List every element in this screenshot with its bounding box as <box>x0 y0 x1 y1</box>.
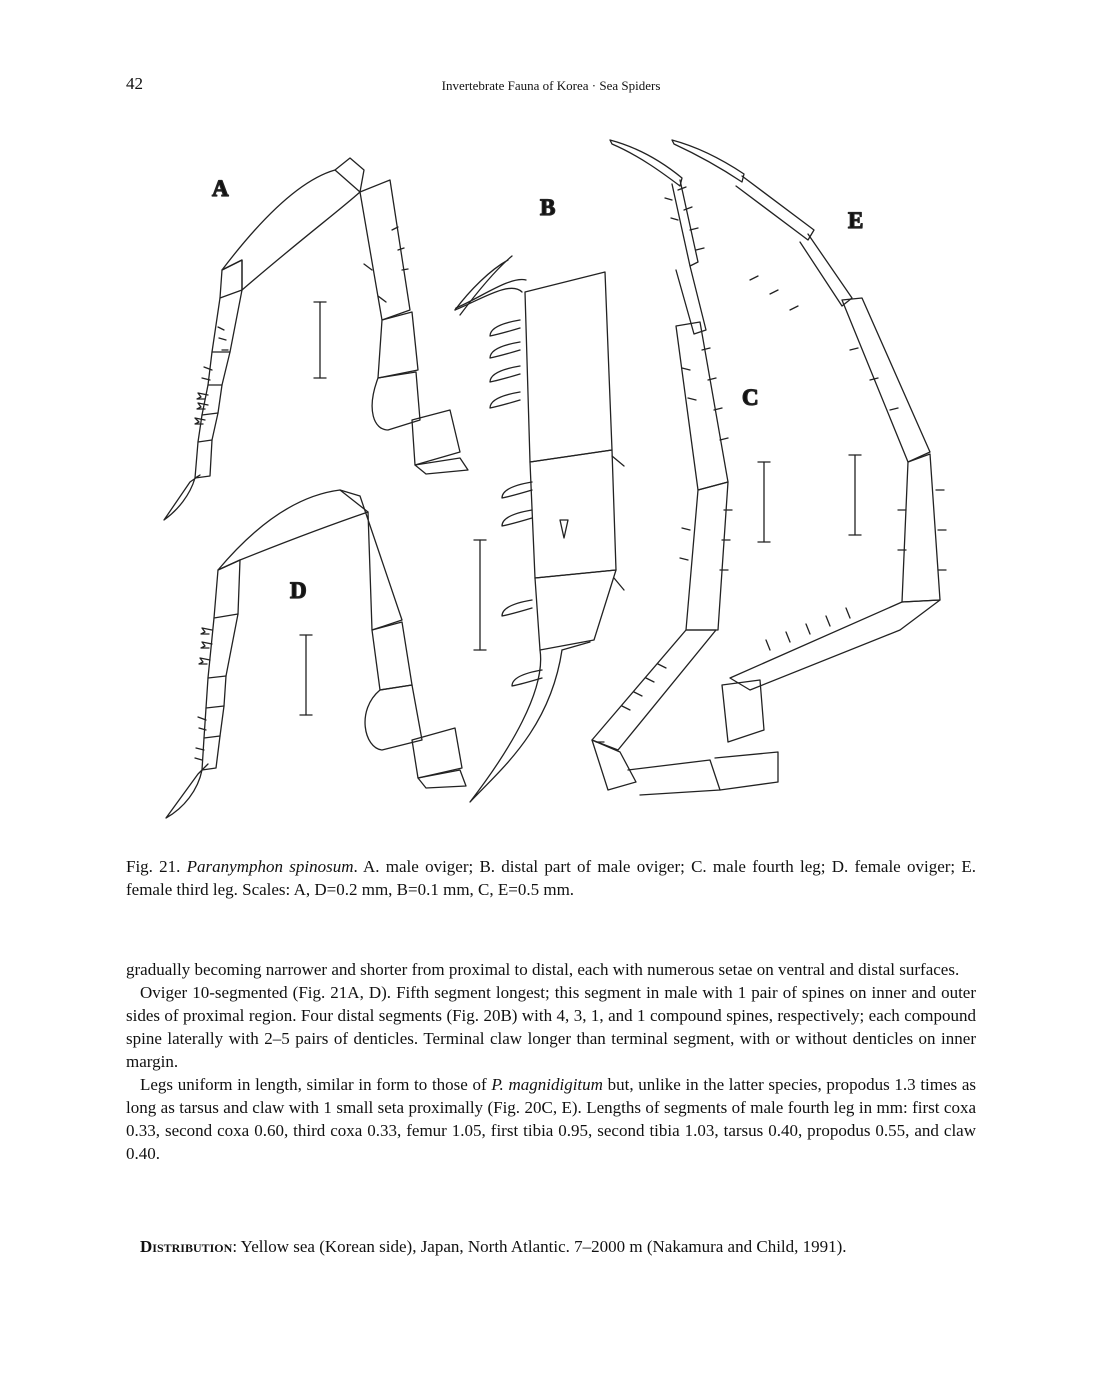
panel-label-d: D <box>290 578 307 603</box>
drawing-e-female-third-leg <box>672 140 946 742</box>
figure-drawing <box>150 130 970 830</box>
species-name: P. magnidigitum <box>491 1075 603 1094</box>
page-number: 42 <box>126 74 143 93</box>
drawing-c-male-fourth-leg <box>592 140 778 795</box>
caption-text: . A. male oviger; B. distal part of male oviger; C. male fourth leg; D. female oviger; E. female third leg. Scales: A, D=0.2 mm, B=0.1 mm, C, E=0.5 mm. <box>126 857 976 899</box>
panel-label-b: B <box>540 195 556 220</box>
figure-caption <box>126 855 976 901</box>
drawing-d-female-oviger <box>166 490 466 818</box>
figure-21 <box>150 130 970 830</box>
distribution-text: : Yellow sea (Korean side), Japan, North Atlantic. 7–2000 m (Nakamura and Child, 1991). <box>232 1237 847 1256</box>
paragraph-1: gradually becoming narrower and shorter from proximal to distal, each with numerous setae on ventral and distal surfaces. <box>126 960 960 979</box>
distribution-section <box>126 1235 976 1258</box>
body-text <box>126 958 976 1165</box>
paragraph-3: Legs uniform in length, similar in form to those of P. magnidigitum but, unlike in the latter species, propodus 1.3 times as long as tarsus and claw with 1 small seta proximally (Fig. 20C, E). Lengths of segments of male fourth leg in mm: first coxa 0.33, second coxa 0.60, third coxa 0.33, femur 1.05, first tibia 0.95, second tibia 1.03, tarsus 0.40, propodus 0.55, and claw 0.40. <box>126 1075 976 1163</box>
drawing-a-male-oviger <box>164 158 468 520</box>
running-title: Invertebrate Fauna of Korea · Sea Spiders <box>441 78 661 93</box>
paragraph-2: Oviger 10-segmented (Fig. 21A, D). Fifth segment longest; this segment in male with 1 pair of spines on inner and outer sides of proximal region. Four distal segments (Fig. 20B) with 4, 3, 1, and 1 compound spines, respectively; each compound spine laterally with 2–5 pairs of denticles. Terminal claw longer than terminal segment, with or without denticles on inner margin. <box>126 983 976 1071</box>
panel-label-e: E <box>848 208 864 233</box>
panel-label-a: A <box>212 176 229 201</box>
panel-label-c: C <box>742 385 759 410</box>
page-header <box>126 74 976 98</box>
distribution-heading: Distribution <box>140 1237 233 1256</box>
drawing-b-oviger-distal <box>455 256 624 802</box>
caption-fig-number: Fig. 21. <box>126 857 181 876</box>
caption-species: Paranymphon spinosum <box>186 857 354 876</box>
